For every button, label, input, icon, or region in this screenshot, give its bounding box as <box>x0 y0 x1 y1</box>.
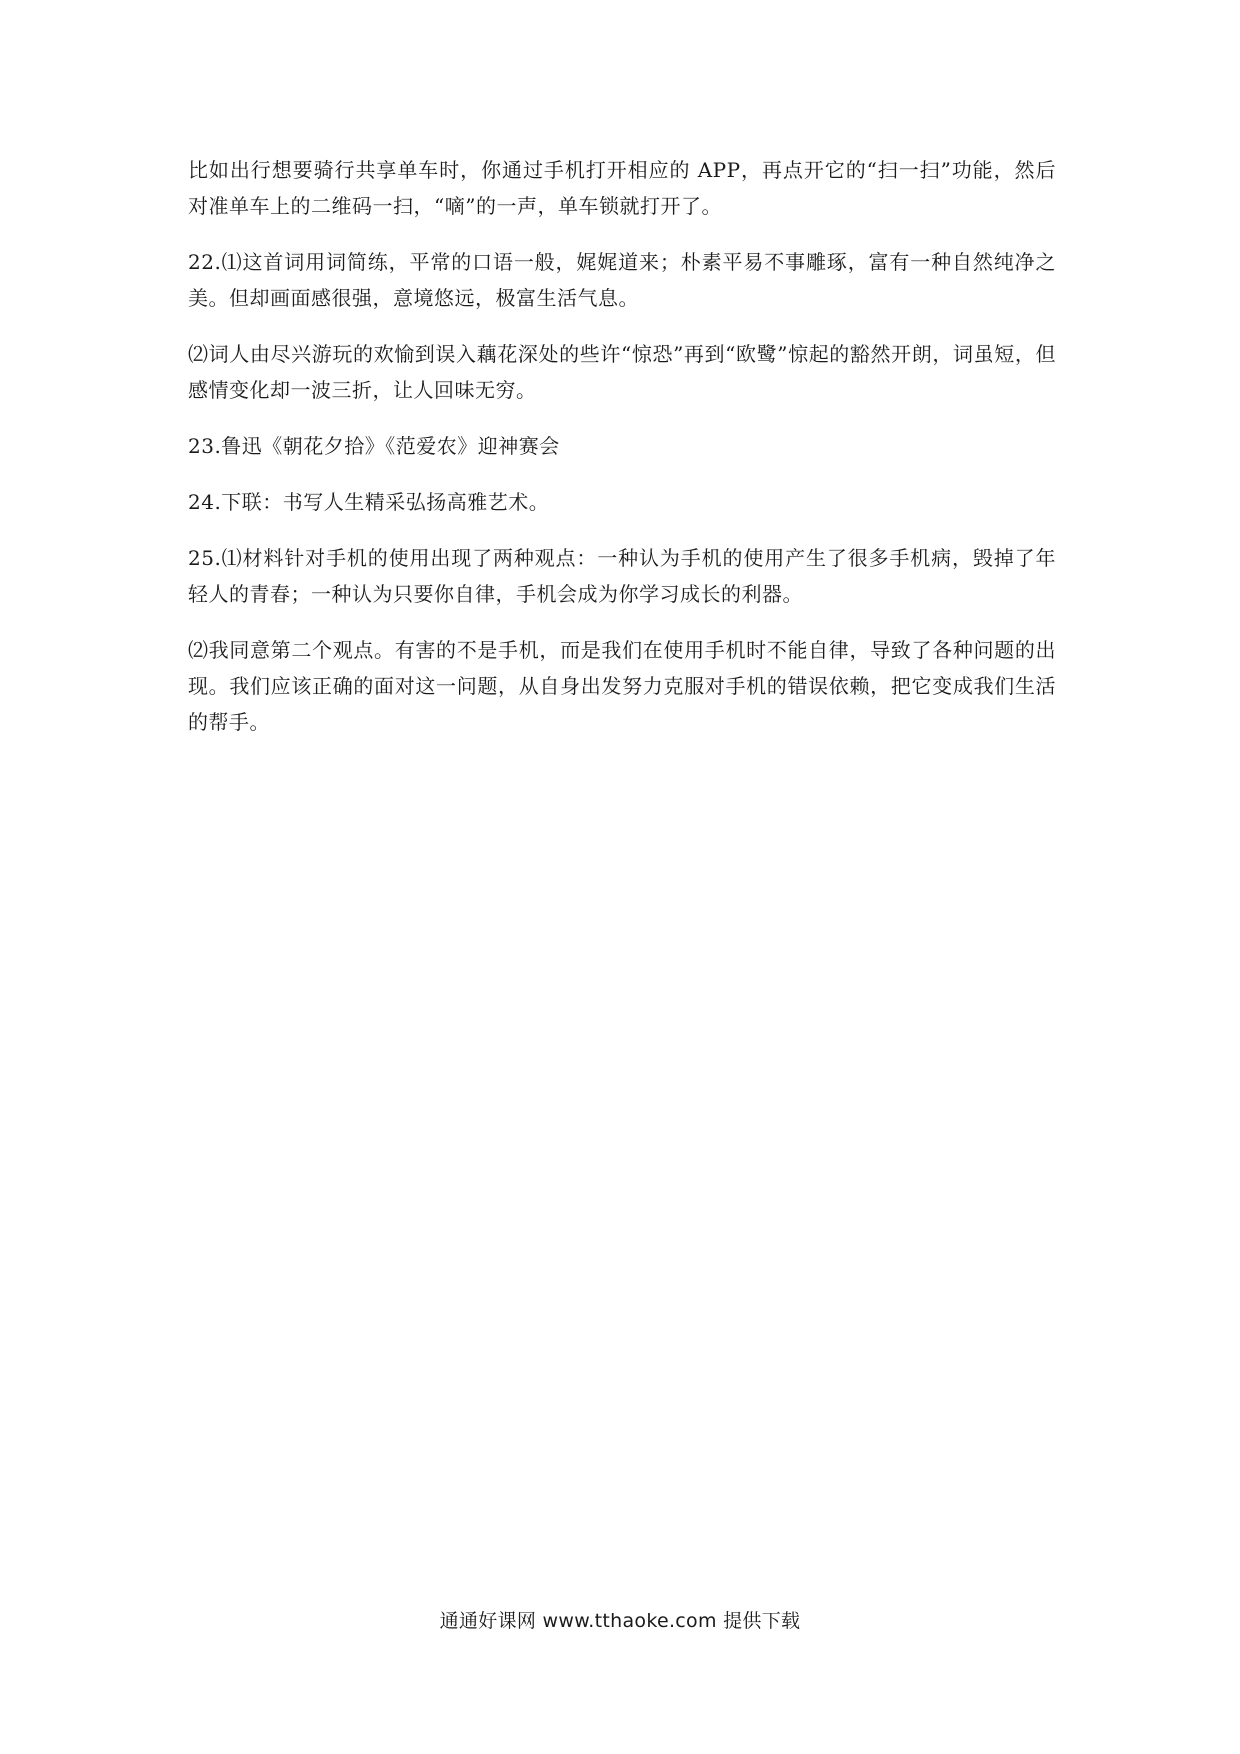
paragraph-answer-25-1: 25.⑴材料针对手机的使用出现了两种观点：一种认为手机的使用产生了很多手机病，毁掉了年轻人的青春；一种认为只要你自律，手机会成为你学习成长的利器。 <box>188 546 1056 606</box>
paragraph-answer-22-1: 22.⑴这首词用词简练，平常的口语一般，娓娓道来；朴素平易不事雕琢，富有一种自然纯净之美。但却画面感很强，意境悠远，极富生活气息。 <box>188 250 1056 310</box>
paragraph-answer-23: 23.鲁迅《朝花夕拾》《范爱农》迎神赛会 <box>188 434 560 458</box>
paragraph-answer-22-2: ⑵词人由尽兴游玩的欢愉到误入藕花深处的些许“惊恐”再到“欧鹭”惊起的豁然开朗，词虽短，但感情变化却一波三折，让人回味无穷。 <box>188 342 1056 402</box>
page-footer: 通通好课网 www.tthaoke.com 提供下载 <box>439 1610 801 1632</box>
paragraph-answer-24: 24.下联：书写人生精采弘扬高雅艺术。 <box>188 490 550 514</box>
paragraph-qr-example: 比如出行想要骑行共享单车时，你通过手机打开相应的 APP，再点开它的“扫一扫”功能，然后对准单车上的二维码一扫，“嘀”的一声，单车锁就打开了。 <box>188 158 1056 218</box>
paragraph-answer-25-2: ⑵我同意第二个观点。有害的不是手机，而是我们在使用手机时不能自律，导致了各种问题的出现。我们应该正确的面对这一问题，从自身出发努力克服对手机的错误依赖，把它变成我们生活的帮手。 <box>188 638 1056 734</box>
answer-content <box>188 152 1056 760</box>
